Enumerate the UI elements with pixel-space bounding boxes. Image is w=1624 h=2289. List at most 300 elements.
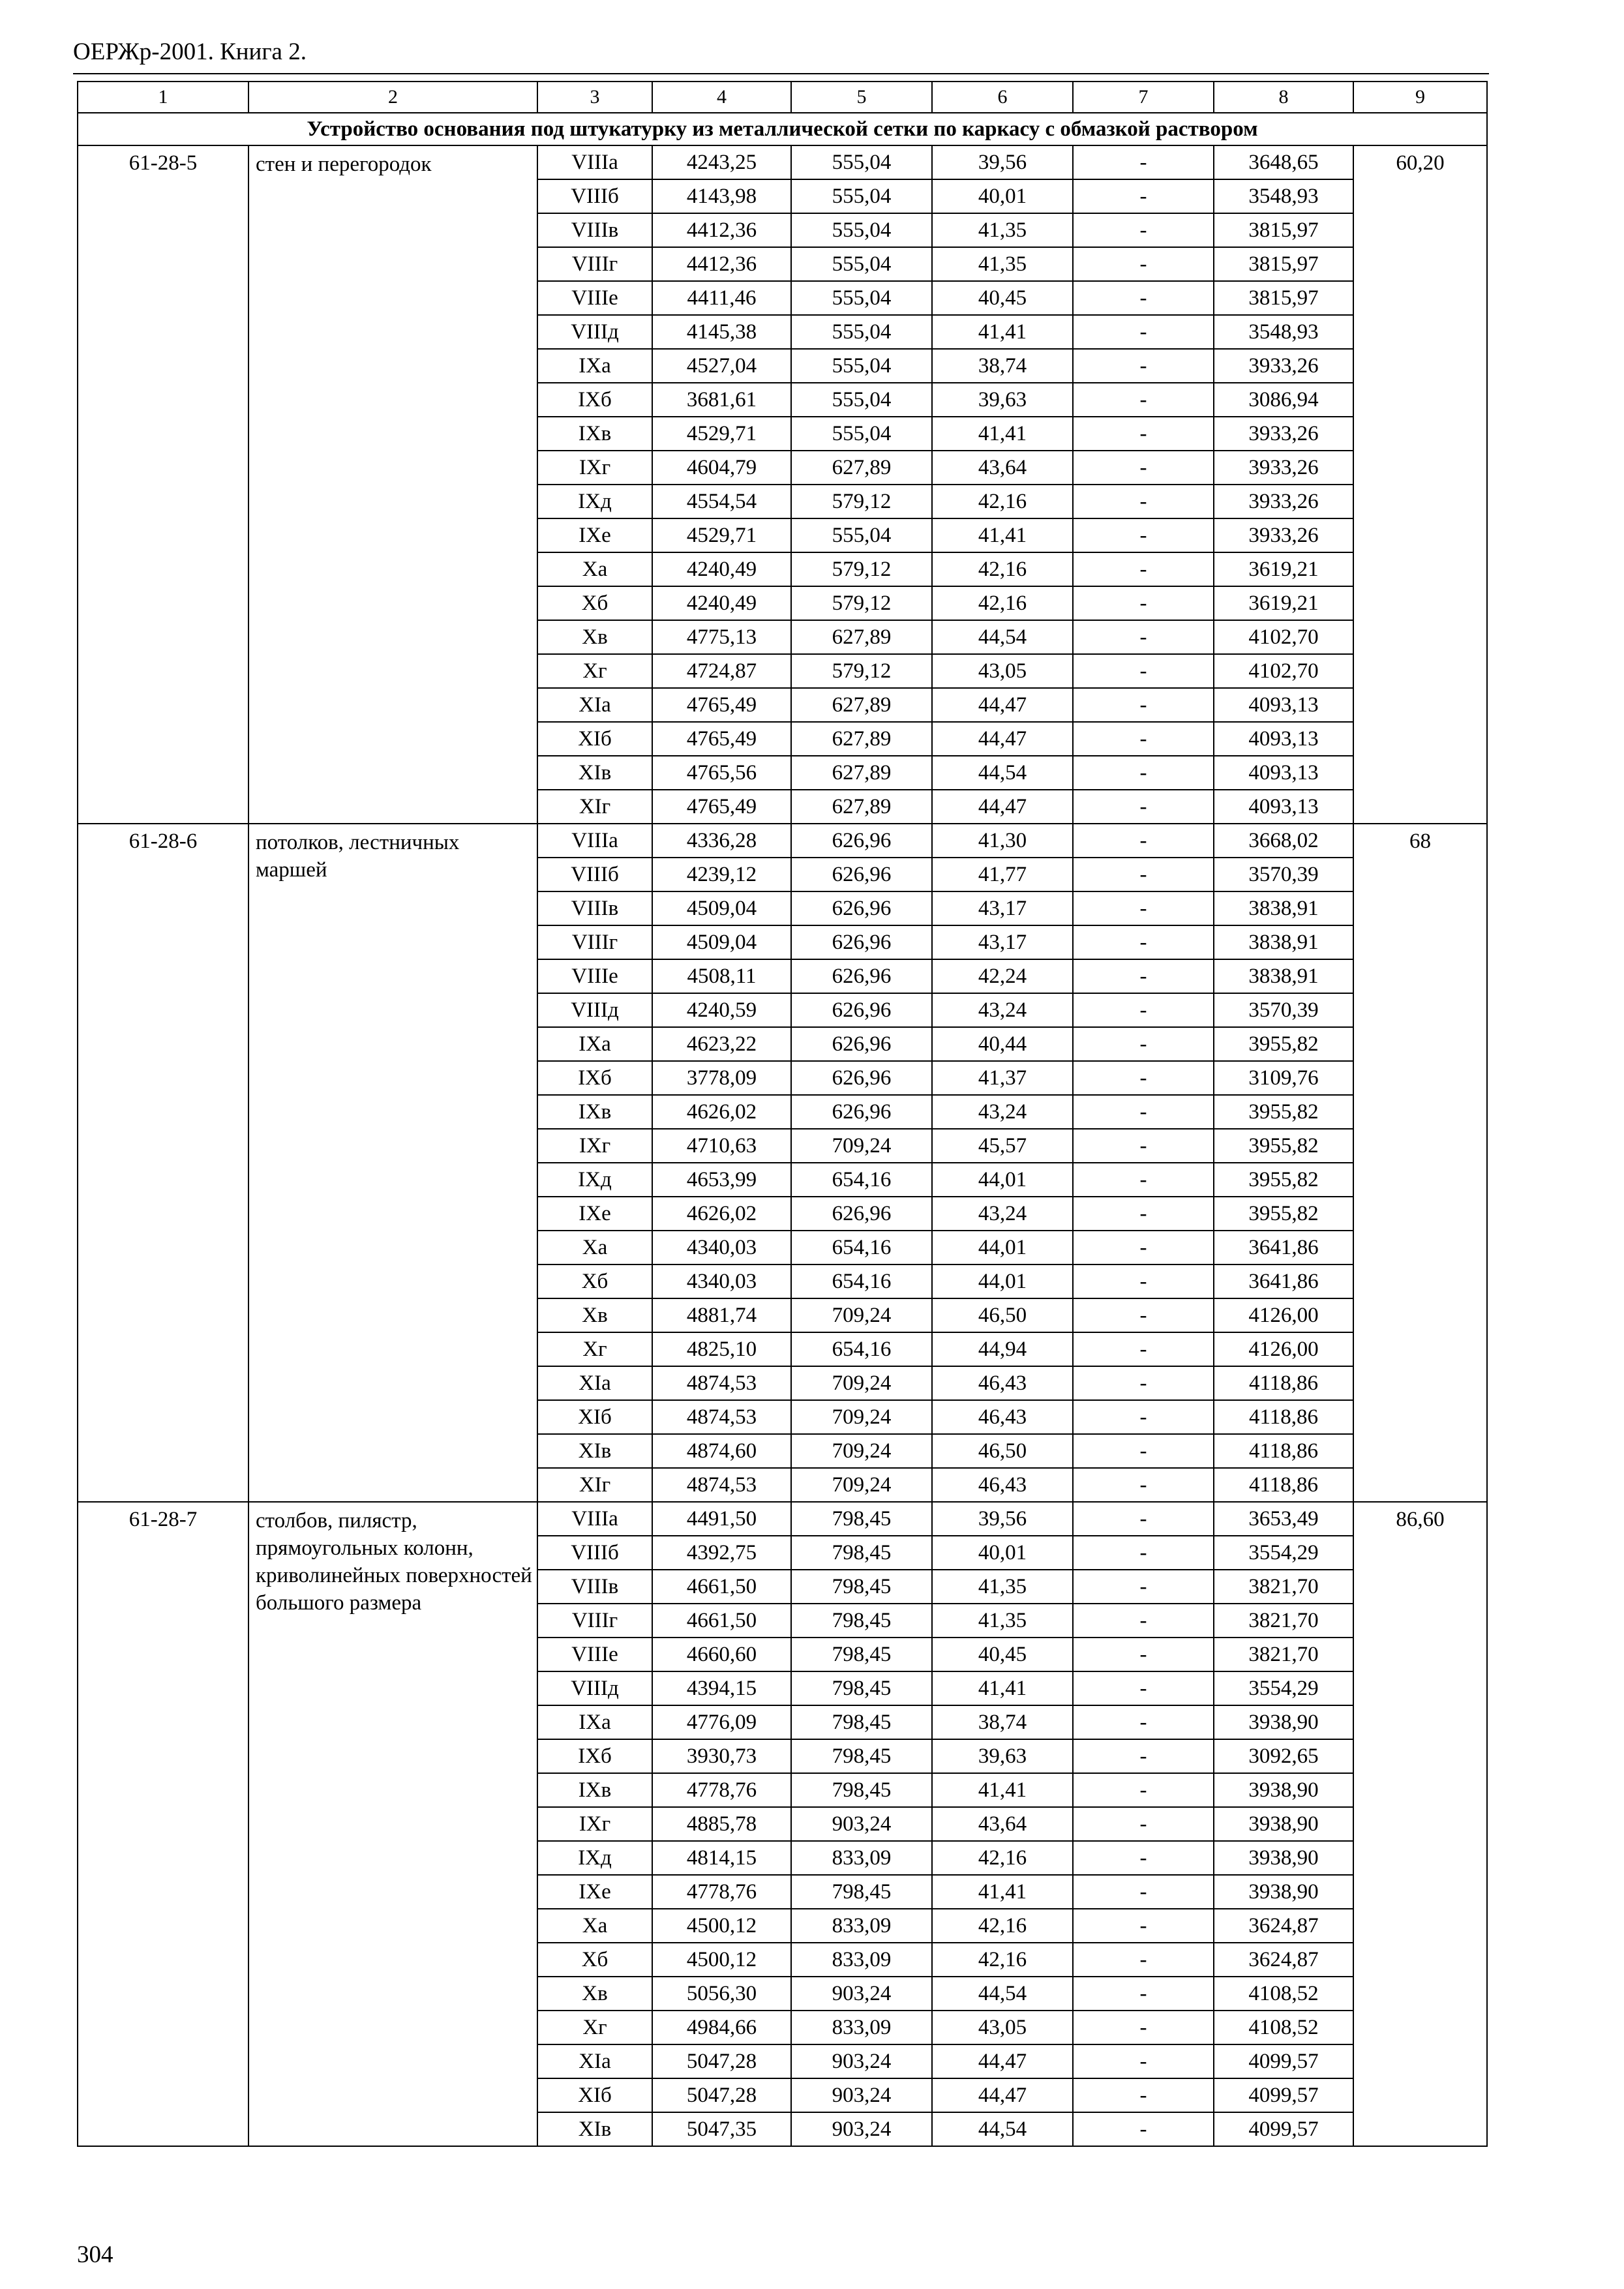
- machinist-wages-cell: -: [1073, 1400, 1214, 1434]
- region-zone-cell: VIIIг: [537, 247, 652, 281]
- materials-cost-cell: 3933,26: [1214, 451, 1353, 485]
- total-cost-cell: 4881,74: [652, 1298, 791, 1332]
- region-zone-cell: XIв: [537, 756, 652, 790]
- region-zone-cell: VIIIв: [537, 891, 652, 925]
- machine-cost-cell: 44,94: [932, 1332, 1073, 1366]
- machinist-wages-cell: -: [1073, 1977, 1214, 2011]
- materials-cost-cell: 3619,21: [1214, 586, 1353, 620]
- section-title: Устройство основания под штукатурку из металлической сетки по каркасу с обмазкой раствором: [78, 113, 1487, 145]
- region-zone-cell: XIг: [537, 1468, 652, 1502]
- wages-cell: 626,96: [791, 993, 932, 1027]
- total-cost-cell: 4394,15: [652, 1671, 791, 1705]
- materials-cost-cell: 4118,86: [1214, 1468, 1353, 1502]
- machine-cost-cell: 43,17: [932, 925, 1073, 959]
- region-zone-cell: IXа: [537, 1705, 652, 1739]
- total-cost-cell: 4984,66: [652, 2011, 791, 2044]
- wages-cell: 555,04: [791, 383, 932, 417]
- table-row: [78, 145, 1487, 179]
- total-cost-cell: 4778,76: [652, 1875, 791, 1909]
- wages-cell: 798,45: [791, 1875, 932, 1909]
- page-number: 304: [77, 2241, 113, 2268]
- materials-cost-cell: 3955,82: [1214, 1129, 1353, 1163]
- wages-cell: 709,24: [791, 1366, 932, 1400]
- machinist-wages-cell: -: [1073, 1536, 1214, 1570]
- total-cost-cell: 4240,49: [652, 586, 791, 620]
- machine-cost-cell: 42,16: [932, 1841, 1073, 1875]
- total-cost-cell: 4392,75: [652, 1536, 791, 1570]
- wages-cell: 626,96: [791, 824, 932, 858]
- wages-cell: 626,96: [791, 858, 932, 891]
- machinist-wages-cell: -: [1073, 518, 1214, 552]
- total-cost-cell: 4529,71: [652, 518, 791, 552]
- machine-cost-cell: 44,47: [932, 2044, 1073, 2078]
- machine-cost-cell: 44,54: [932, 1977, 1073, 2011]
- machine-cost-cell: 39,56: [932, 145, 1073, 179]
- section-title-row: [78, 113, 1487, 145]
- work-description-cell: столбов, пилястр, прямоугольных колонн, криволинейных поверхностей большого размера: [248, 1502, 537, 2146]
- region-zone-cell: IXе: [537, 518, 652, 552]
- machinist-wages-cell: -: [1073, 451, 1214, 485]
- machinist-wages-cell: -: [1073, 1366, 1214, 1400]
- machine-cost-cell: 44,47: [932, 2078, 1073, 2112]
- total-cost-cell: 4240,49: [652, 552, 791, 586]
- work-description-cell: потолков, лестничных маршей: [248, 824, 537, 1502]
- total-cost-cell: 4509,04: [652, 891, 791, 925]
- machine-cost-cell: 45,57: [932, 1129, 1073, 1163]
- machine-cost-cell: 41,41: [932, 1875, 1073, 1909]
- machine-cost-cell: 43,64: [932, 1807, 1073, 1841]
- total-cost-cell: 4143,98: [652, 179, 791, 213]
- materials-cost-cell: 3554,29: [1214, 1536, 1353, 1570]
- machinist-wages-cell: -: [1073, 824, 1214, 858]
- materials-cost-cell: 4118,86: [1214, 1400, 1353, 1434]
- region-zone-cell: IXв: [537, 417, 652, 451]
- region-zone-cell: IXг: [537, 451, 652, 485]
- total-cost-cell: 4412,36: [652, 213, 791, 247]
- wages-cell: 555,04: [791, 281, 932, 315]
- machinist-wages-cell: -: [1073, 1909, 1214, 1943]
- machinist-wages-cell: -: [1073, 1163, 1214, 1197]
- wages-cell: 709,24: [791, 1129, 932, 1163]
- materials-cost-cell: 3938,90: [1214, 1875, 1353, 1909]
- table-row: [78, 824, 1487, 858]
- machinist-wages-cell: -: [1073, 213, 1214, 247]
- machine-cost-cell: 41,41: [932, 518, 1073, 552]
- wages-cell: 798,45: [791, 1671, 932, 1705]
- column-number: 7: [1073, 82, 1214, 113]
- wages-cell: 798,45: [791, 1502, 932, 1536]
- machinist-wages-cell: -: [1073, 1434, 1214, 1468]
- materials-cost-cell: 3641,86: [1214, 1264, 1353, 1298]
- wages-cell: 579,12: [791, 654, 932, 688]
- region-zone-cell: XIа: [537, 2044, 652, 2078]
- region-zone-cell: Xв: [537, 1298, 652, 1332]
- region-zone-cell: IXа: [537, 349, 652, 383]
- machine-cost-cell: 41,41: [932, 1671, 1073, 1705]
- machinist-wages-cell: -: [1073, 1604, 1214, 1638]
- region-zone-cell: XIа: [537, 1366, 652, 1400]
- wages-cell: 555,04: [791, 349, 932, 383]
- machine-cost-cell: 40,45: [932, 1638, 1073, 1671]
- machinist-wages-cell: -: [1073, 1875, 1214, 1909]
- wages-cell: 626,96: [791, 1197, 932, 1231]
- region-zone-cell: VIIIд: [537, 1671, 652, 1705]
- region-zone-cell: Xа: [537, 1909, 652, 1943]
- total-cost-cell: 4508,11: [652, 959, 791, 993]
- machine-cost-cell: 46,50: [932, 1434, 1073, 1468]
- column-number: 4: [652, 82, 791, 113]
- labor-cost-cell: 86,60: [1353, 1502, 1487, 2146]
- total-cost-cell: 4336,28: [652, 824, 791, 858]
- machinist-wages-cell: -: [1073, 1638, 1214, 1671]
- total-cost-cell: 4554,54: [652, 485, 791, 518]
- machinist-wages-cell: -: [1073, 145, 1214, 179]
- machinist-wages-cell: -: [1073, 2078, 1214, 2112]
- total-cost-cell: 4412,36: [652, 247, 791, 281]
- materials-cost-cell: 4102,70: [1214, 654, 1353, 688]
- materials-cost-cell: 3086,94: [1214, 383, 1353, 417]
- machine-cost-cell: 41,41: [932, 1773, 1073, 1807]
- region-zone-cell: VIIIе: [537, 281, 652, 315]
- materials-cost-cell: 3548,93: [1214, 315, 1353, 349]
- machine-cost-cell: 39,56: [932, 1502, 1073, 1536]
- materials-cost-cell: 3815,97: [1214, 247, 1353, 281]
- machinist-wages-cell: -: [1073, 179, 1214, 213]
- wages-cell: 709,24: [791, 1434, 932, 1468]
- wages-cell: 798,45: [791, 1705, 932, 1739]
- total-cost-cell: 4239,12: [652, 858, 791, 891]
- wages-cell: 833,09: [791, 1909, 932, 1943]
- region-zone-cell: VIIIв: [537, 1570, 652, 1604]
- machinist-wages-cell: -: [1073, 1943, 1214, 1977]
- wages-cell: 798,45: [791, 1570, 932, 1604]
- region-zone-cell: IXб: [537, 1061, 652, 1095]
- total-cost-cell: 4765,49: [652, 790, 791, 824]
- page-header-title: ОЕРЖр-2001. Книга 2.: [73, 38, 307, 65]
- total-cost-cell: 4626,02: [652, 1197, 791, 1231]
- materials-cost-cell: 3938,90: [1214, 1773, 1353, 1807]
- materials-cost-cell: 4126,00: [1214, 1298, 1353, 1332]
- machine-cost-cell: 41,41: [932, 315, 1073, 349]
- machine-cost-cell: 38,74: [932, 1705, 1073, 1739]
- materials-cost-cell: 3653,49: [1214, 1502, 1353, 1536]
- machine-cost-cell: 44,54: [932, 620, 1073, 654]
- wages-cell: 654,16: [791, 1332, 932, 1366]
- region-zone-cell: VIIIа: [537, 1502, 652, 1536]
- machine-cost-cell: 42,16: [932, 552, 1073, 586]
- total-cost-cell: 4340,03: [652, 1231, 791, 1264]
- materials-cost-cell: 3933,26: [1214, 485, 1353, 518]
- wages-cell: 798,45: [791, 1773, 932, 1807]
- region-zone-cell: XIв: [537, 1434, 652, 1468]
- machine-cost-cell: 41,41: [932, 417, 1073, 451]
- materials-cost-cell: 4099,57: [1214, 2112, 1353, 2146]
- materials-cost-cell: 3938,90: [1214, 1807, 1353, 1841]
- wages-cell: 626,96: [791, 1095, 932, 1129]
- machine-cost-cell: 43,24: [932, 1197, 1073, 1231]
- total-cost-cell: 3930,73: [652, 1739, 791, 1773]
- machine-cost-cell: 41,77: [932, 858, 1073, 891]
- wages-cell: 833,09: [791, 1841, 932, 1875]
- materials-cost-cell: 3955,82: [1214, 1197, 1353, 1231]
- total-cost-cell: 4240,59: [652, 993, 791, 1027]
- wages-cell: 654,16: [791, 1163, 932, 1197]
- machine-cost-cell: 44,47: [932, 688, 1073, 722]
- rates-table: [77, 81, 1488, 2147]
- machine-cost-cell: 43,17: [932, 891, 1073, 925]
- wages-cell: 555,04: [791, 417, 932, 451]
- total-cost-cell: 4874,60: [652, 1434, 791, 1468]
- machine-cost-cell: 42,16: [932, 485, 1073, 518]
- region-zone-cell: Xб: [537, 1943, 652, 1977]
- machinist-wages-cell: -: [1073, 1197, 1214, 1231]
- total-cost-cell: 5047,28: [652, 2044, 791, 2078]
- machinist-wages-cell: -: [1073, 1129, 1214, 1163]
- machine-cost-cell: 41,35: [932, 1570, 1073, 1604]
- total-cost-cell: 4661,50: [652, 1604, 791, 1638]
- wages-cell: 627,89: [791, 790, 932, 824]
- wages-cell: 654,16: [791, 1231, 932, 1264]
- materials-cost-cell: 3815,97: [1214, 213, 1353, 247]
- wages-cell: 627,89: [791, 756, 932, 790]
- wages-cell: 579,12: [791, 552, 932, 586]
- region-zone-cell: XIб: [537, 1400, 652, 1434]
- labor-cost-cell: 68: [1353, 824, 1487, 1502]
- total-cost-cell: 4814,15: [652, 1841, 791, 1875]
- materials-cost-cell: 3955,82: [1214, 1163, 1353, 1197]
- total-cost-cell: 4626,02: [652, 1095, 791, 1129]
- total-cost-cell: 5056,30: [652, 1977, 791, 2011]
- wages-cell: 903,24: [791, 1807, 932, 1841]
- materials-cost-cell: 3570,39: [1214, 993, 1353, 1027]
- wages-cell: 798,45: [791, 1739, 932, 1773]
- total-cost-cell: 4340,03: [652, 1264, 791, 1298]
- total-cost-cell: 4604,79: [652, 451, 791, 485]
- region-zone-cell: IXв: [537, 1773, 652, 1807]
- materials-cost-cell: 4093,13: [1214, 790, 1353, 824]
- machinist-wages-cell: -: [1073, 959, 1214, 993]
- materials-cost-cell: 3548,93: [1214, 179, 1353, 213]
- machine-cost-cell: 41,35: [932, 247, 1073, 281]
- total-cost-cell: 4765,56: [652, 756, 791, 790]
- wages-cell: 626,96: [791, 959, 932, 993]
- machine-cost-cell: 43,05: [932, 654, 1073, 688]
- materials-cost-cell: 3955,82: [1214, 1095, 1353, 1129]
- region-zone-cell: VIIIд: [537, 993, 652, 1027]
- machine-cost-cell: 44,54: [932, 756, 1073, 790]
- total-cost-cell: 4874,53: [652, 1400, 791, 1434]
- region-zone-cell: XIа: [537, 688, 652, 722]
- machine-cost-cell: 44,47: [932, 722, 1073, 756]
- machinist-wages-cell: -: [1073, 722, 1214, 756]
- region-zone-cell: IXд: [537, 1163, 652, 1197]
- materials-cost-cell: 3838,91: [1214, 925, 1353, 959]
- total-cost-cell: 4500,12: [652, 1909, 791, 1943]
- region-zone-cell: Xа: [537, 552, 652, 586]
- machinist-wages-cell: -: [1073, 925, 1214, 959]
- materials-cost-cell: 3570,39: [1214, 858, 1353, 891]
- machinist-wages-cell: -: [1073, 417, 1214, 451]
- machine-cost-cell: 46,43: [932, 1400, 1073, 1434]
- rate-code-cell: 61-28-6: [78, 824, 248, 1502]
- materials-cost-cell: 3838,91: [1214, 959, 1353, 993]
- region-zone-cell: Xб: [537, 586, 652, 620]
- rate-code-cell: 61-28-5: [78, 145, 248, 824]
- wages-cell: 626,96: [791, 925, 932, 959]
- region-zone-cell: VIIIг: [537, 1604, 652, 1638]
- materials-cost-cell: 3815,97: [1214, 281, 1353, 315]
- total-cost-cell: 4885,78: [652, 1807, 791, 1841]
- total-cost-cell: 4660,60: [652, 1638, 791, 1671]
- materials-cost-cell: 3821,70: [1214, 1570, 1353, 1604]
- wages-cell: 833,09: [791, 2011, 932, 2044]
- materials-cost-cell: 3092,65: [1214, 1739, 1353, 1773]
- materials-cost-cell: 3933,26: [1214, 518, 1353, 552]
- total-cost-cell: 3681,61: [652, 383, 791, 417]
- machine-cost-cell: 44,01: [932, 1231, 1073, 1264]
- materials-cost-cell: 3648,65: [1214, 145, 1353, 179]
- region-zone-cell: Xв: [537, 620, 652, 654]
- wages-cell: 555,04: [791, 213, 932, 247]
- machinist-wages-cell: -: [1073, 620, 1214, 654]
- column-number: 9: [1353, 82, 1487, 113]
- machine-cost-cell: 46,50: [932, 1298, 1073, 1332]
- rate-code-cell: 61-28-7: [78, 1502, 248, 2146]
- materials-cost-cell: 3838,91: [1214, 891, 1353, 925]
- total-cost-cell: 4825,10: [652, 1332, 791, 1366]
- machine-cost-cell: 40,01: [932, 1536, 1073, 1570]
- materials-cost-cell: 3821,70: [1214, 1638, 1353, 1671]
- region-zone-cell: IXд: [537, 485, 652, 518]
- materials-cost-cell: 3624,87: [1214, 1909, 1353, 1943]
- total-cost-cell: 4491,50: [652, 1502, 791, 1536]
- wages-cell: 555,04: [791, 247, 932, 281]
- machine-cost-cell: 39,63: [932, 1739, 1073, 1773]
- region-zone-cell: VIIIа: [537, 824, 652, 858]
- wages-cell: 627,89: [791, 620, 932, 654]
- wages-cell: 654,16: [791, 1264, 932, 1298]
- machine-cost-cell: 42,24: [932, 959, 1073, 993]
- machinist-wages-cell: -: [1073, 654, 1214, 688]
- machinist-wages-cell: -: [1073, 1061, 1214, 1095]
- materials-cost-cell: 4093,13: [1214, 722, 1353, 756]
- wages-cell: 627,89: [791, 451, 932, 485]
- total-cost-cell: 4145,38: [652, 315, 791, 349]
- region-zone-cell: VIIIа: [537, 145, 652, 179]
- total-cost-cell: 4778,76: [652, 1773, 791, 1807]
- region-zone-cell: VIIIб: [537, 179, 652, 213]
- wages-cell: 709,24: [791, 1400, 932, 1434]
- machinist-wages-cell: -: [1073, 247, 1214, 281]
- region-zone-cell: Xг: [537, 654, 652, 688]
- materials-cost-cell: 4099,57: [1214, 2078, 1353, 2112]
- materials-cost-cell: 3933,26: [1214, 417, 1353, 451]
- machinist-wages-cell: -: [1073, 1095, 1214, 1129]
- column-number: 1: [78, 82, 248, 113]
- materials-cost-cell: 4093,13: [1214, 688, 1353, 722]
- region-zone-cell: Xг: [537, 1332, 652, 1366]
- machine-cost-cell: 39,63: [932, 383, 1073, 417]
- total-cost-cell: 4500,12: [652, 1943, 791, 1977]
- materials-cost-cell: 4118,86: [1214, 1366, 1353, 1400]
- machinist-wages-cell: -: [1073, 2112, 1214, 2146]
- total-cost-cell: 4661,50: [652, 1570, 791, 1604]
- region-zone-cell: VIIIб: [537, 1536, 652, 1570]
- wages-cell: 709,24: [791, 1468, 932, 1502]
- machine-cost-cell: 43,24: [932, 993, 1073, 1027]
- region-zone-cell: Xг: [537, 2011, 652, 2044]
- machinist-wages-cell: -: [1073, 1570, 1214, 1604]
- machinist-wages-cell: -: [1073, 891, 1214, 925]
- materials-cost-cell: 3821,70: [1214, 1604, 1353, 1638]
- wages-cell: 903,24: [791, 2112, 932, 2146]
- wages-cell: 555,04: [791, 315, 932, 349]
- materials-cost-cell: 4102,70: [1214, 620, 1353, 654]
- region-zone-cell: VIIIв: [537, 213, 652, 247]
- machinist-wages-cell: -: [1073, 1705, 1214, 1739]
- machinist-wages-cell: -: [1073, 349, 1214, 383]
- materials-cost-cell: 3668,02: [1214, 824, 1353, 858]
- total-cost-cell: 4765,49: [652, 722, 791, 756]
- total-cost-cell: 4653,99: [652, 1163, 791, 1197]
- machine-cost-cell: 42,16: [932, 1943, 1073, 1977]
- machinist-wages-cell: -: [1073, 790, 1214, 824]
- machinist-wages-cell: -: [1073, 586, 1214, 620]
- wages-cell: 709,24: [791, 1298, 932, 1332]
- machinist-wages-cell: -: [1073, 2044, 1214, 2078]
- materials-cost-cell: 3938,90: [1214, 1705, 1353, 1739]
- machine-cost-cell: 46,43: [932, 1366, 1073, 1400]
- machinist-wages-cell: -: [1073, 485, 1214, 518]
- column-number: 2: [248, 82, 537, 113]
- machine-cost-cell: 41,37: [932, 1061, 1073, 1095]
- materials-cost-cell: 3955,82: [1214, 1027, 1353, 1061]
- total-cost-cell: 4527,04: [652, 349, 791, 383]
- machine-cost-cell: 44,01: [932, 1264, 1073, 1298]
- wages-cell: 626,96: [791, 891, 932, 925]
- rates-table-body: [78, 82, 1487, 2146]
- wages-cell: 903,24: [791, 2044, 932, 2078]
- machine-cost-cell: 42,16: [932, 1909, 1073, 1943]
- wages-cell: 627,89: [791, 688, 932, 722]
- machinist-wages-cell: -: [1073, 383, 1214, 417]
- machine-cost-cell: 41,35: [932, 213, 1073, 247]
- machine-cost-cell: 40,45: [932, 281, 1073, 315]
- machinist-wages-cell: -: [1073, 1841, 1214, 1875]
- total-cost-cell: 4874,53: [652, 1366, 791, 1400]
- region-zone-cell: IXа: [537, 1027, 652, 1061]
- materials-cost-cell: 3619,21: [1214, 552, 1353, 586]
- region-zone-cell: IXв: [537, 1095, 652, 1129]
- materials-cost-cell: 4108,52: [1214, 2011, 1353, 2044]
- total-cost-cell: 5047,28: [652, 2078, 791, 2112]
- region-zone-cell: VIIIд: [537, 315, 652, 349]
- materials-cost-cell: 3938,90: [1214, 1841, 1353, 1875]
- machine-cost-cell: 43,24: [932, 1095, 1073, 1129]
- column-number-row: [78, 82, 1487, 113]
- total-cost-cell: 4411,46: [652, 281, 791, 315]
- total-cost-cell: 4765,49: [652, 688, 791, 722]
- region-zone-cell: IXб: [537, 1739, 652, 1773]
- wages-cell: 579,12: [791, 485, 932, 518]
- machine-cost-cell: 44,01: [932, 1163, 1073, 1197]
- materials-cost-cell: 4118,86: [1214, 1434, 1353, 1468]
- region-zone-cell: VIIIг: [537, 925, 652, 959]
- total-cost-cell: 4724,87: [652, 654, 791, 688]
- materials-cost-cell: 3933,26: [1214, 349, 1353, 383]
- table-row: [78, 1502, 1487, 1536]
- machinist-wages-cell: -: [1073, 1807, 1214, 1841]
